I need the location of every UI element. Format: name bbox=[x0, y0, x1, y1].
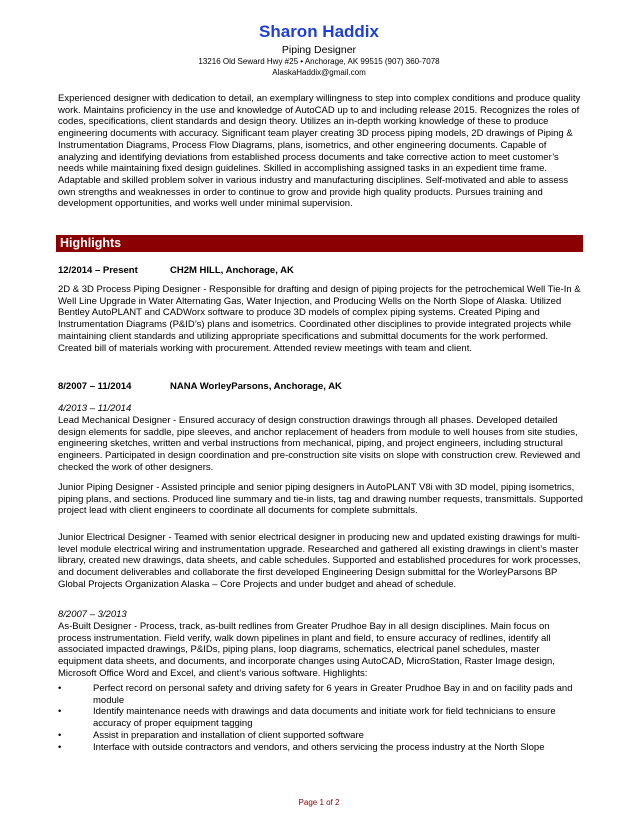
bullet-text: Assist in preparation and installation of client supported software bbox=[93, 729, 364, 741]
page-number: Page 1 of 2 bbox=[298, 798, 340, 807]
role-description-junior-electrical: Junior Electrical Designer - Teamed with senior electrical designer in producing new and updated existing drawings for multi-level module electrical wiring and instrumentation upgrade. Researched and gathered all existing drawings in client’s master library, created new drawings, data sheets, and cable schedules. Supported and established procedures for work processes, and document deliverables and collaborate the first developed Engineering Design submittal for the WorleyParsons BP Global Projects Organization Alaska – Core Projects and under budget and ahead of schedule. bbox=[58, 532, 581, 590]
role-dates-asbuilt: 8/2007 – 3/2013 bbox=[58, 609, 127, 620]
job-dates: 12/2014 – Present bbox=[58, 265, 138, 276]
bullet-marker: • bbox=[58, 741, 62, 753]
role-description-asbuilt: As-Built Designer - Process, track, as-built redlines from Greater Prudhoe Bay in all design disciplines. Main focus on process instrumentation. Field verify, walk down pipelines in plant and field, to ensure accuracy of redlines, identify all associated impacted drawings, P&IDs, piping plans, loop diagrams, schematics, electrical panel schedules, master equipment data sheets, and documents, and incorporate changes using AutoCAD, MicroStation, Raster Image design, Microsoft Office Word and Excel, and client’s various software. Highlights: bbox=[58, 621, 555, 679]
job-description-ch2m: 2D & 3D Process Piping Designer - Responsible for drafting and design of piping projects for the petrochemical Well Tie-In & Well Line Upgrade in Water Alternating Gas, Water Injection, and Producing Wells on the North Slope of Alaska. Utilized Bentley AutoPLANT and CADWorx software to produce 3D models of complex piping systems. Created Piping and Instrumentation Diagrams (P&ID’s) plans and isometrics. Coordinated other disciplines to provide integrated projects while maintaining client standards and utilizing appropriate specifications and submittal documents for the work performed. Created bill of materials working with procurement. Attended review meetings with team and client. bbox=[58, 284, 581, 354]
highlights-bullet-list bbox=[58, 683, 583, 753]
bullet-marker: • bbox=[58, 683, 62, 694]
bullet-marker: • bbox=[58, 729, 62, 741]
list-item bbox=[58, 742, 583, 754]
bullet-text: Perfect record on personal safety and driving safety for 6 years in Greater Prudhoe Bay in and on facility pads and module bbox=[93, 683, 573, 706]
candidate-name: Sharon Haddix bbox=[259, 22, 379, 41]
address-line: 13216 Old Seward Hwy #25 • Anchorage, AK 99515 (907) 360-7078 bbox=[198, 57, 440, 66]
list-item bbox=[58, 730, 583, 742]
job-header-ch2m bbox=[58, 265, 294, 276]
contact-info bbox=[0, 57, 638, 78]
bullet-text: Interface with outside contractors and vendors, and others servicing the process industry at the North Slope bbox=[93, 741, 545, 753]
highlights-banner bbox=[56, 235, 583, 252]
job-company: NANA WorleyParsons, Anchorage, AK bbox=[170, 381, 342, 392]
role-description-junior-piping: Junior Piping Designer - Assisted principle and senior piping designers in AutoPLANT V8i with 3D model, piping isometrics, piping plans, and sections. Produced line summary and tie-in lists, tag and drawing number requests, transmittals. Supported project lead with client engineers to coordinate all documents for complete submittals. bbox=[58, 482, 583, 517]
highlights-heading: Highlights bbox=[60, 236, 122, 250]
role-dates-lead: 4/2013 – 11/2014 bbox=[58, 403, 132, 414]
email: AlaskaHaddix@gmail.com bbox=[272, 67, 366, 77]
job-header-nana bbox=[58, 381, 342, 392]
job-company: CH2M HILL, Anchorage, AK bbox=[170, 265, 294, 276]
bullet-text: Identify maintenance needs with drawings and data documents and initiate work for field technicians to ensure accuracy of proper equipment tagging bbox=[93, 706, 556, 730]
list-item bbox=[58, 706, 583, 729]
list-item bbox=[58, 683, 583, 706]
role-description-lead-mechanical: Lead Mechanical Designer - Ensured accuracy of design construction drawings through all phases. Developed detailed design elements for saddle, pipe sleeves, and anchor replacement of headers from module to well houses from site studies, engineering sketches, written and verbal instructions from mechanical, piping, and project engineers, including structural engineers. Participated in design coordination and pre-construction site visits on slope with construction crew. Reviewed and checked the work of other designers. bbox=[58, 415, 581, 473]
bullet-marker: • bbox=[58, 706, 62, 718]
summary-paragraph: Experienced designer with dedication to detail, an exemplary willingness to step into complex conditions and produce quality work. Maintains proficiency in the use and knowledge of AutoCAD up to and including release 2015. Recognizes the roles of codes, specifications, client standards and design theory. Utilizes an in-depth working knowledge of these to produce engineering documents with accuracy. Significant team player creating 3D process piping models, 2D drawings of Piping & Instrumentation Diagrams, Process Flow Diagrams, plans, isometrics, and other engineering documents. Capable of analyzing and identifying deviations from established process documents and take corrective action to meet customer’s needs while maintaining fixed design guidelines. Skilled in accomplishing assigned tasks in an expedient time frame. Adaptable and skilled problem solver in various industry and manufacturing disciplines. Self-motivated and able to assess own strengths and weaknesses in order to continue to grow and provide high quality products. Pursues training and development opportunities, and works well under minimal supervision. bbox=[58, 93, 581, 210]
job-dates: 8/2007 – 11/2014 bbox=[58, 381, 132, 392]
job-title: Piping Designer bbox=[281, 44, 357, 56]
